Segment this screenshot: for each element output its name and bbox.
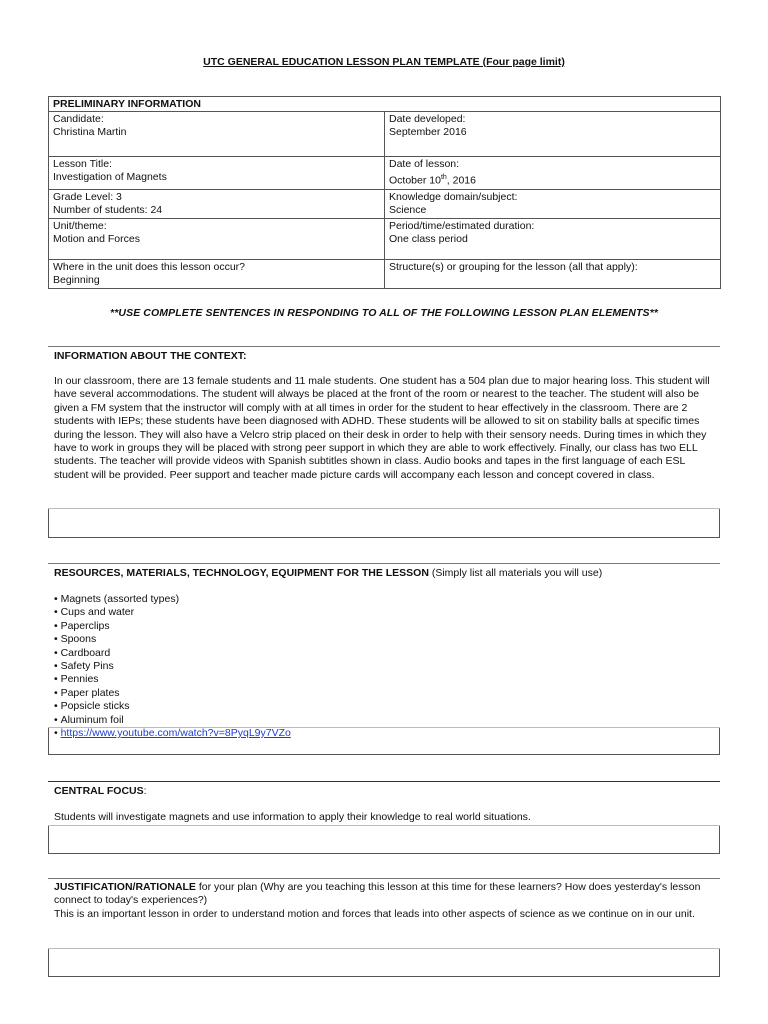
instruction-banner: **USE COMPLETE SENTENCES IN RESPONDING TO ALL OF THE FOLLOWING LESSON PLAN ELEMENTS** bbox=[110, 307, 658, 319]
justification-heading bbox=[54, 881, 714, 908]
where-value: Beginning bbox=[53, 273, 100, 286]
resources-heading-text: RESOURCES, MATERIALS, TECHNOLOGY, EQUIPMENT FOR THE LESSON bbox=[54, 567, 429, 579]
knowledge-value: Science bbox=[389, 203, 427, 216]
preliminary-info-table bbox=[48, 96, 721, 289]
lesson-title-cell bbox=[49, 157, 385, 190]
justification-answer-box[interactable] bbox=[48, 948, 720, 977]
justification-rule bbox=[48, 878, 720, 879]
candidate-cell bbox=[49, 112, 385, 157]
material-item: • Popsicle sticks bbox=[54, 700, 714, 713]
material-item: • Cups and water bbox=[54, 606, 714, 619]
context-text: In our classroom, there are 13 female students and 11 male students. One student has a 504 plan due to major hearing loss. This student will have several accommodations. The student will always be placed at the front of the room or nearest to the teacher. The student will also be given a FM system that the instructor will comply with at all times in order for the student to hear effectively in the classroom. There are 2 students with IEPs; these students have been diagnosed with ADHD. These students will be allowed to sit on stability balls at specific times during the lesson. They will also have a Velcro strip placed on their desk in order to help with their sensory needs. During times in which they have to work in groups they will be placed with strong peer support in which they are able to work effectively. Finally, our class has two ELL students. The teacher will provide videos with Spanish subtitles shown in class. Audio books and tapes in the first language of each ESL student will be provided. Peer support and teacher made picture cards will accompany each lesson and concept covered in class. bbox=[54, 375, 710, 481]
period-label: Period/time/estimated duration: bbox=[389, 219, 535, 232]
date-developed-value: September 2016 bbox=[389, 126, 467, 138]
material-item: • Pennies bbox=[54, 673, 714, 686]
youtube-link[interactable]: https://www.youtube.com/watch?v=8PyqL9y7VZo bbox=[60, 727, 291, 740]
date-developed-cell bbox=[385, 112, 721, 157]
date-of-lesson-value bbox=[389, 171, 716, 188]
grade-cell bbox=[49, 189, 385, 218]
structure-label: Structure(s) or grouping for the lesson (all that apply): bbox=[389, 260, 638, 273]
knowledge-label: Knowledge domain/subject: bbox=[389, 190, 518, 203]
context-answer-box[interactable] bbox=[48, 508, 720, 538]
materials-list bbox=[54, 593, 714, 740]
material-item: • Cardboard bbox=[54, 647, 714, 660]
document-title: UTC GENERAL EDUCATION LESSON PLAN TEMPLATE (Four page limit) bbox=[203, 56, 565, 68]
unit-label: Unit/theme: bbox=[53, 219, 107, 232]
context-rule bbox=[48, 346, 720, 347]
lesson-title-label: Lesson Title: bbox=[53, 158, 112, 170]
date-of-lesson-label: Date of lesson: bbox=[389, 158, 460, 170]
central-focus-text: Students will investigate magnets and use information to apply their knowledge to real world situations. bbox=[54, 811, 531, 823]
material-item: • Spoons bbox=[54, 633, 714, 646]
date-of-lesson-cell bbox=[385, 157, 721, 190]
date-of-lesson-day: October 10 bbox=[389, 174, 441, 187]
material-item: • Magnets (assorted types) bbox=[54, 593, 714, 606]
unit-cell bbox=[49, 218, 385, 259]
justification-heading-note: for your plan (Why are you teaching this lesson at this time for these learners? How does yesterday's lesson connect to today's experiences?) bbox=[54, 881, 701, 907]
period-value: One class period bbox=[389, 232, 468, 245]
justification-text: This is an important lesson in order to understand motion and forces that leads into other aspects of science as we continue on in our unit. bbox=[54, 907, 695, 920]
lesson-title-value: Investigation of Magnets bbox=[53, 171, 167, 183]
number-of-students: Number of students: 24 bbox=[53, 203, 163, 216]
preliminary-heading: PRELIMINARY INFORMATION bbox=[49, 97, 721, 112]
central-focus-rule bbox=[48, 781, 720, 782]
period-cell bbox=[385, 218, 721, 259]
date-developed-label: Date developed: bbox=[389, 113, 466, 125]
knowledge-cell bbox=[385, 189, 721, 218]
material-item: • Aluminum foil bbox=[54, 714, 714, 727]
central-focus-colon: : bbox=[143, 785, 147, 797]
central-focus-answer-box[interactable] bbox=[48, 825, 720, 854]
candidate-label: Candidate: bbox=[53, 113, 104, 125]
central-focus-heading bbox=[54, 785, 147, 797]
central-focus-heading-text: CENTRAL FOCUS bbox=[54, 785, 144, 797]
date-of-lesson-year: , 2016 bbox=[446, 174, 476, 187]
where-cell bbox=[49, 259, 385, 288]
resources-rule bbox=[48, 563, 720, 564]
resources-heading-note: (Simply list all materials you will use) bbox=[431, 567, 603, 579]
structure-cell bbox=[385, 259, 721, 288]
grade-level: Grade Level: 3 bbox=[53, 190, 122, 203]
material-item: • Paperclips bbox=[54, 620, 714, 633]
resources-answer-box[interactable] bbox=[48, 727, 720, 755]
material-item: • Paper plates bbox=[54, 687, 714, 700]
date-of-lesson-ordinal: th bbox=[440, 174, 447, 181]
materials-list-container bbox=[54, 593, 714, 740]
where-label: Where in the unit does this lesson occur? bbox=[53, 260, 246, 273]
justification-heading-text: JUSTIFICATION/RATIONALE bbox=[54, 881, 196, 893]
candidate-value: Christina Martin bbox=[53, 126, 127, 138]
justification-block bbox=[54, 881, 714, 921]
material-item: • Safety Pins bbox=[54, 660, 714, 673]
resources-heading bbox=[54, 567, 602, 579]
context-heading: INFORMATION ABOUT THE CONTEXT: bbox=[54, 350, 247, 362]
unit-value: Motion and Forces bbox=[53, 232, 140, 245]
